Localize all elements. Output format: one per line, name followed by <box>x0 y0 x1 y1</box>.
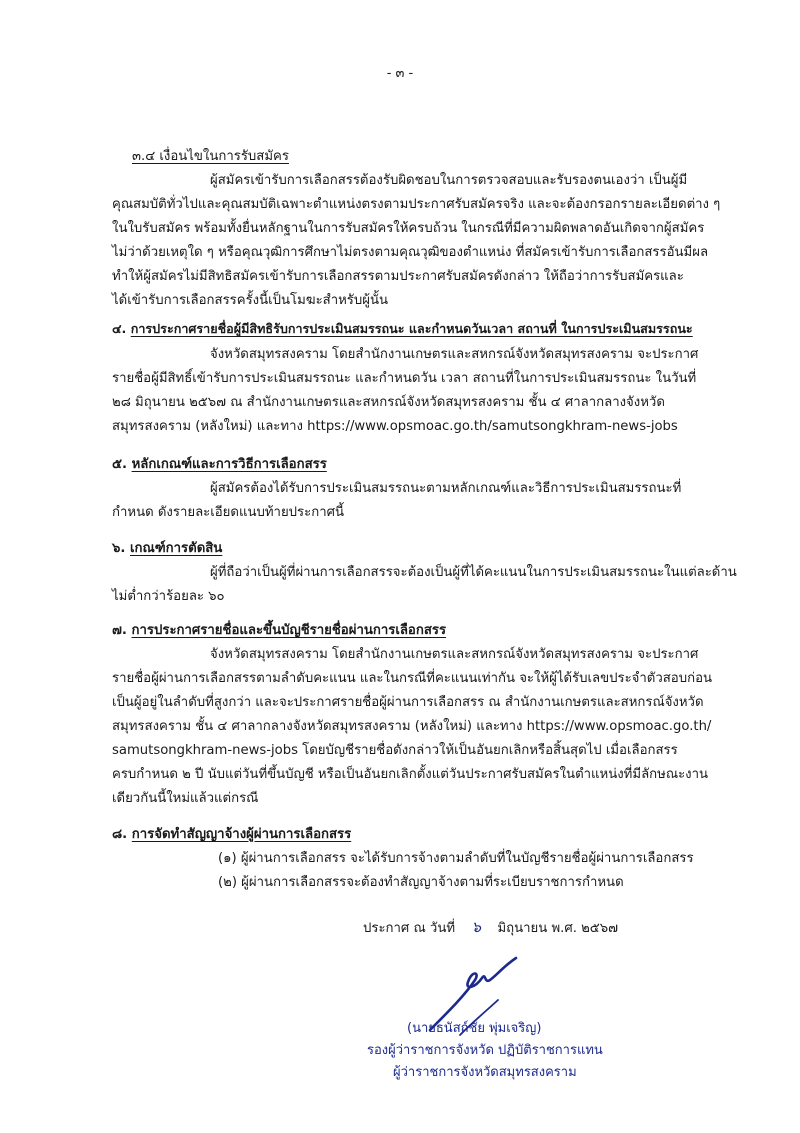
section-7-line: เป็นผู้อยู่ในลำดับที่สูงกว่า และจะประกาศรายชื่อผู้ผ่านการเลือกสรร ณ สำนักงานเกษตรและสหกรณ์จังหวัด <box>112 695 704 710</box>
announce-date-line <box>363 918 618 938</box>
section-4-line: รายชื่อผู้มีสิทธิ์เข้ารับการประเมินสมรรถนะ และกำหนดวัน เวลา สถานที่ในการประเมินสมรรถนะ ในวันที่ <box>112 371 697 386</box>
section-4-line: สมุทรสงคราม (หลังใหม่) และทาง https://www.opsmoac.go.th/samutsongkhram-news-jobs <box>112 419 678 434</box>
section-7-line: รายชื่อผู้ผ่านการเลือกสรรตามลำดับคะแนน และในกรณีที่คะแนนเท่ากัน จะให้ผู้ได้รับเลขประจำตัวสอบก่อน <box>112 671 713 686</box>
section-4-line: ๒๘ มิถุนายน ๒๕๖๗ ณ สำนักงานเกษตรและสหกรณ์จังหวัดสมุทรสงคราม ชั้น ๔ ศาลากลางจังหวัด <box>112 395 665 410</box>
section-8-item: (๑) ผู้ผ่านการเลือกสรร จะได้รับการจ้างตามลำดับที่ในบัญชีรายชื่อผู้ผ่านการเลือกสรร <box>218 851 694 866</box>
section-3-4-heading: ๓.๔ เงื่อนไขในการรับสมัคร <box>132 149 289 164</box>
section-8-heading <box>112 826 351 844</box>
section-5-line: กำหนด ดังรายละเอียดแนบท้ายประกาศนี้ <box>112 505 344 520</box>
section-4-title: การประกาศรายชื่อผู้มีสิทธิรับการประเมินสมรรถนะ และกำหนดวันเวลา สถานที่ ในการประเมินสมรรถนะ <box>130 321 693 336</box>
section-6-heading <box>112 540 222 558</box>
section-4-line: จังหวัดสมุทรสงคราม โดยสำนักงานเกษตรและสหกรณ์จังหวัดสมุทรสงคราม จะประกาศ <box>210 347 699 362</box>
section-3-4-line: ได้เข้ารับการเลือกสรรครั้งนี้เป็นโมฆะสำหรับผู้นั้น <box>112 293 389 308</box>
section-7-title: การประกาศรายชื่อและขึ้นบัญชีรายชื่อผ่านการเลือกสรร <box>131 623 447 638</box>
section-3-4-line: คุณสมบัติทั่วไปและคุณสมบัติเฉพาะตำแหน่งตรงตามประกาศรับสมัครจริง และจะต้องกรอกรายละเอียดต่าง ๆ <box>112 197 721 212</box>
section-5-heading <box>112 456 327 474</box>
signer-name: (นายธนัสถ์ชัย พุ่มเจริญ) <box>407 1021 542 1036</box>
section-3-4-line: ในใบรับสมัคร พร้อมทั้งยื่นหลักฐานในการรับสมัครให้ครบถ้วน ในกรณีที่มีความผิดพลาดอันเกิดจากผู้สมัคร <box>112 221 705 236</box>
section-7-line: เดียวกันนี้ใหม่แล้วแต่กรณี <box>112 791 259 806</box>
section-3-4-line: ไม่ว่าด้วยเหตุใด ๆ หรือคุณวุฒิการศึกษาไม่ตรงตามคุณวุฒิของตำแหน่ง ที่สมัครเข้ารับการเลือกสรรอันมีผล <box>112 245 709 260</box>
section-3-4-line: ทำให้ผู้สมัครไม่มีสิทธิสมัครเข้ารับการเลือกสรรตามประกาศรับสมัครดังกล่าว ให้ถือว่าการรับสมัครและ <box>112 269 684 284</box>
signer-title-2: ผู้ว่าราชการจังหวัดสมุทรสงคราม <box>393 1065 577 1080</box>
section-8-title: การจัดทำสัญญาจ้างผู้ผ่านการเลือกสรร <box>131 827 352 842</box>
page-number: - ๓ - <box>386 66 414 81</box>
section-8-number: ๘. <box>112 827 128 842</box>
section-6-line: ผู้ที่ถือว่าเป็นผู้ที่ผ่านการเลือกสรรจะต้องเป็นผู้ที่ได้คะแนนในการประเมินสมรรถนะในแต่ละด้าน <box>210 565 737 580</box>
section-8-item: (๒) ผู้ผ่านการเลือกสรรจะต้องทำสัญญาจ้างตามที่ระเบียบราชการกำหนด <box>218 875 624 890</box>
announce-suffix: มิถุนายน พ.ศ. ๒๕๖๗ <box>497 921 619 936</box>
announce-day: ๖ <box>471 918 481 936</box>
section-6-line: ไม่ต่ำกว่าร้อยละ ๖๐ <box>112 589 225 604</box>
section-7-line: samutsongkhram-news-jobs โดยบัญชีรายชื่อดังกล่าวให้เป็นอันยกเลิกหรือสิ้นสุดไป เมื่อเลือกสรร <box>112 743 678 758</box>
section-4-heading <box>112 320 693 338</box>
section-7-heading <box>112 622 446 640</box>
announce-prefix: ประกาศ ณ วันที่ <box>363 921 456 936</box>
section-5-line: ผู้สมัครต้องได้รับการประเมินสมรรถนะตามหลักเกณฑ์และวิธีการประเมินสมรรถนะที่ <box>210 481 682 496</box>
section-7-line: ครบกำหนด ๒ ปี นับแต่วันที่ขึ้นบัญชี หรือเป็นอันยกเลิกตั้งแต่วันประกาศรับสมัครในตำแหน่งที่มีลักษณะงาน <box>112 767 709 782</box>
section-4-number: ๔. <box>112 321 127 336</box>
section-7-line: สมุทรสงคราม ชั้น ๔ ศาลากลางจังหวัดสมุทรสงคราม (หลังใหม่) และทาง https://www.opsmoac.go.th/ <box>112 719 712 734</box>
section-6-number: ๖. <box>112 541 126 556</box>
section-7-line: จังหวัดสมุทรสงคราม โดยสำนักงานเกษตรและสหกรณ์จังหวัดสมุทรสงคราม จะประกาศ <box>210 647 699 662</box>
section-3-4-line: ผู้สมัครเข้ารับการเลือกสรรต้องรับผิดชอบในการตรวจสอบและรับรองตนเองว่า เป็นผู้มี <box>210 173 688 188</box>
section-5-title: หลักเกณฑ์และการวิธีการเลือกสรร <box>131 457 327 472</box>
section-5-number: ๕. <box>112 457 127 472</box>
section-7-number: ๗. <box>112 623 127 638</box>
section-6-title: เกณฑ์การตัดสิน <box>129 541 223 556</box>
signer-title-1: รองผู้ว่าราชการจังหวัด ปฏิบัติราชการแทน <box>367 1043 603 1058</box>
